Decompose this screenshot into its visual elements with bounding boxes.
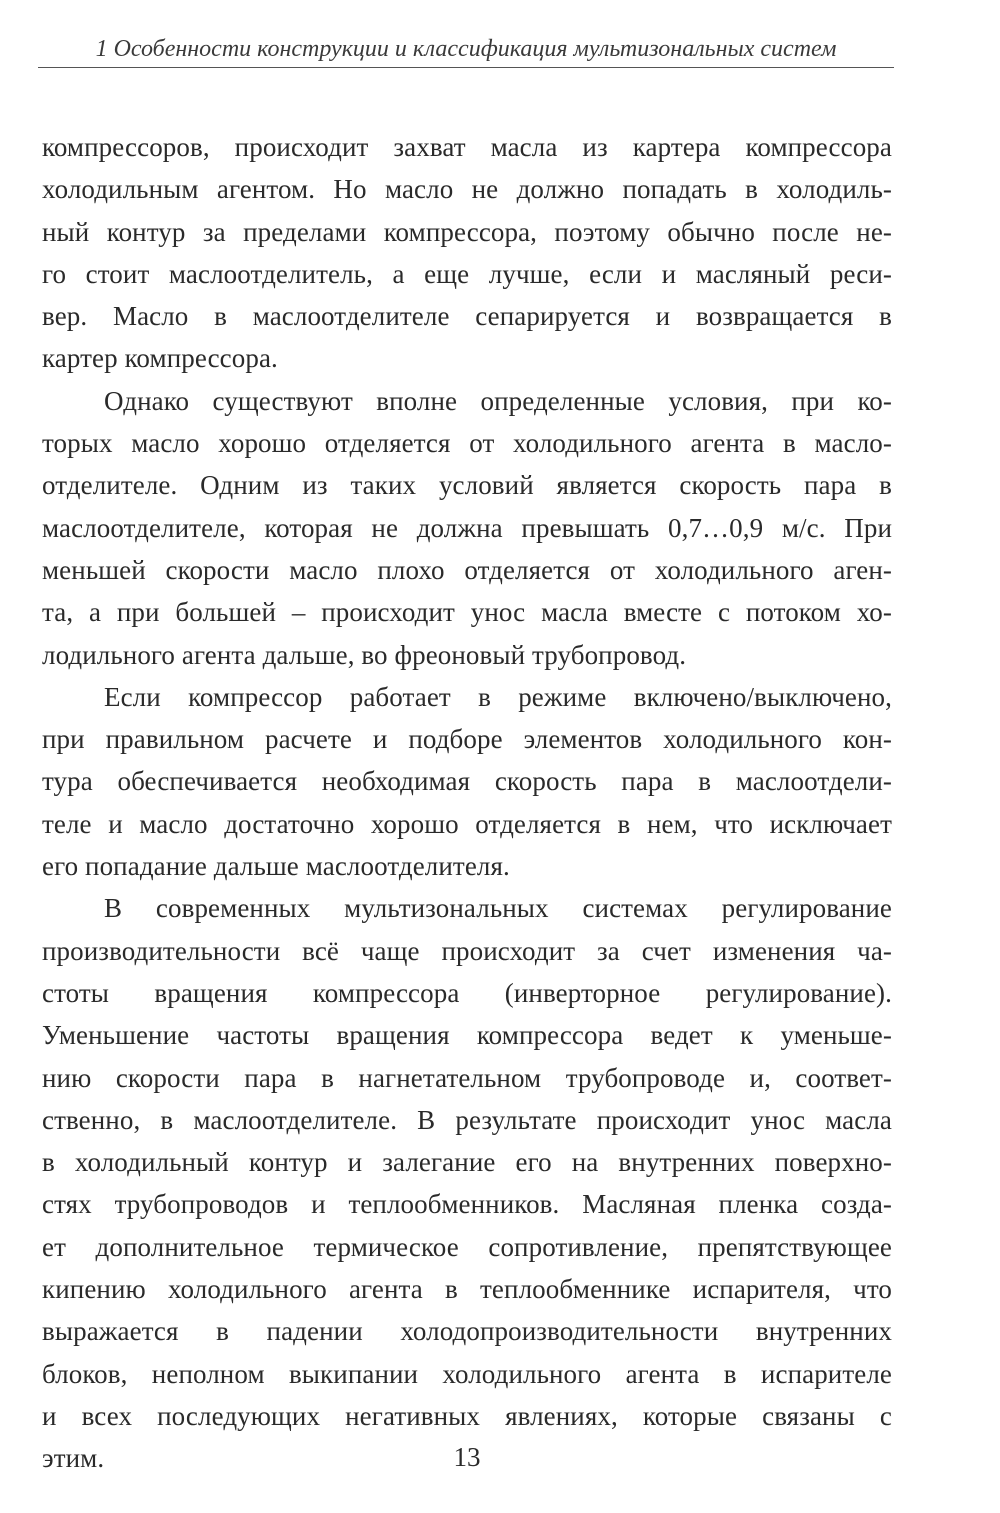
text-line: В современных мультизональных системах регулирование: [104, 893, 892, 924]
text-line: этим.: [42, 1443, 105, 1474]
text-line: го стоит маслоотделитель, а еще лучше, если и масляный реси-: [42, 258, 892, 289]
paragraph: [42, 126, 892, 380]
text-line: теле и масло достаточно хорошо отделяется в нем, что исключает: [42, 808, 892, 839]
text-line: ет дополнительное термическое сопротивление, препятствующее: [42, 1231, 892, 1262]
text-line: тура обеспечивается необходимая скорость пара в маслоотдели-: [42, 766, 892, 797]
text-line: вер. Масло в маслоотделителе сепарируется и возвращается в: [42, 301, 892, 332]
text-line: блоков, неполном выкипании холодильного агента в испарителе: [42, 1358, 892, 1389]
text-line: компрессоров, происходит захват масла из картера компрессора: [42, 132, 892, 162]
text-line: холодильным агентом. Но масло не должно попадать в холодиль-: [42, 174, 892, 205]
text-line: стях трубопроводов и теплообменников. Масляная пленка созда-: [42, 1189, 892, 1220]
paragraph: [42, 887, 892, 1479]
running-header: 1 Особенности конструкции и классификация мультизональных систем: [95, 36, 837, 62]
text-line: выражается в падении холодопроизводительности внутренних: [42, 1316, 892, 1347]
text-line: нию скорости пара в нагнетательном трубопроводе и, соответ-: [42, 1062, 892, 1093]
text-line: торых масло хорошо отделяется от холодильного агента в масло-: [42, 428, 892, 459]
text-line: маслоотделителе, которая не должна превышать 0,7…0,9 м/с. При: [42, 512, 892, 543]
text-line: его попадание дальше маслоотделителя.: [42, 851, 510, 882]
paragraph: [42, 380, 892, 676]
text-line: в холодильный контур и залегание его на внутренних поверхно-: [42, 1147, 892, 1178]
text-line: отделителе. Одним из таких условий является скорость пара в: [42, 470, 892, 501]
header-rule: [38, 67, 894, 68]
text-line: картер компрессора.: [42, 343, 278, 374]
text-line: лодильного агента дальше, во фреоновый трубопровод.: [42, 639, 687, 670]
text-line: меньшей скорости масло плохо отделяется от холодильного аген-: [42, 554, 892, 585]
text-line: ный контур за пределами компрессора, поэтому обычно после не-: [42, 216, 892, 247]
text-line: при правильном расчете и подборе элементов холодильного кон-: [42, 724, 892, 755]
text-line: ственно, в маслоотделителе. В результате происходит унос масла: [42, 1104, 892, 1135]
text-line: и всех последующих негативных явлениях, которые связаны с: [42, 1400, 892, 1431]
text-line: та, а при большей – происходит унос масла вместе с потоком хо-: [42, 597, 892, 628]
text-line: стоты вращения компрессора (инверторное регулирование).: [42, 977, 892, 1008]
text-line: Уменьшение частоты вращения компрессора ведет к уменьше-: [42, 1020, 892, 1051]
page-number: 13: [453, 1442, 481, 1472]
text-line: Если компрессор работает в режиме включено/выключено,: [104, 681, 892, 712]
paragraph: [42, 676, 892, 887]
text-line: Однако существуют вполне определенные условия, при ко-: [104, 385, 892, 416]
text-line: производительности всё чаще происходит за счет изменения ча-: [42, 935, 892, 966]
text-line: кипению холодильного агента в теплообменнике испарителя, что: [42, 1274, 892, 1305]
body-text: [42, 126, 892, 1480]
